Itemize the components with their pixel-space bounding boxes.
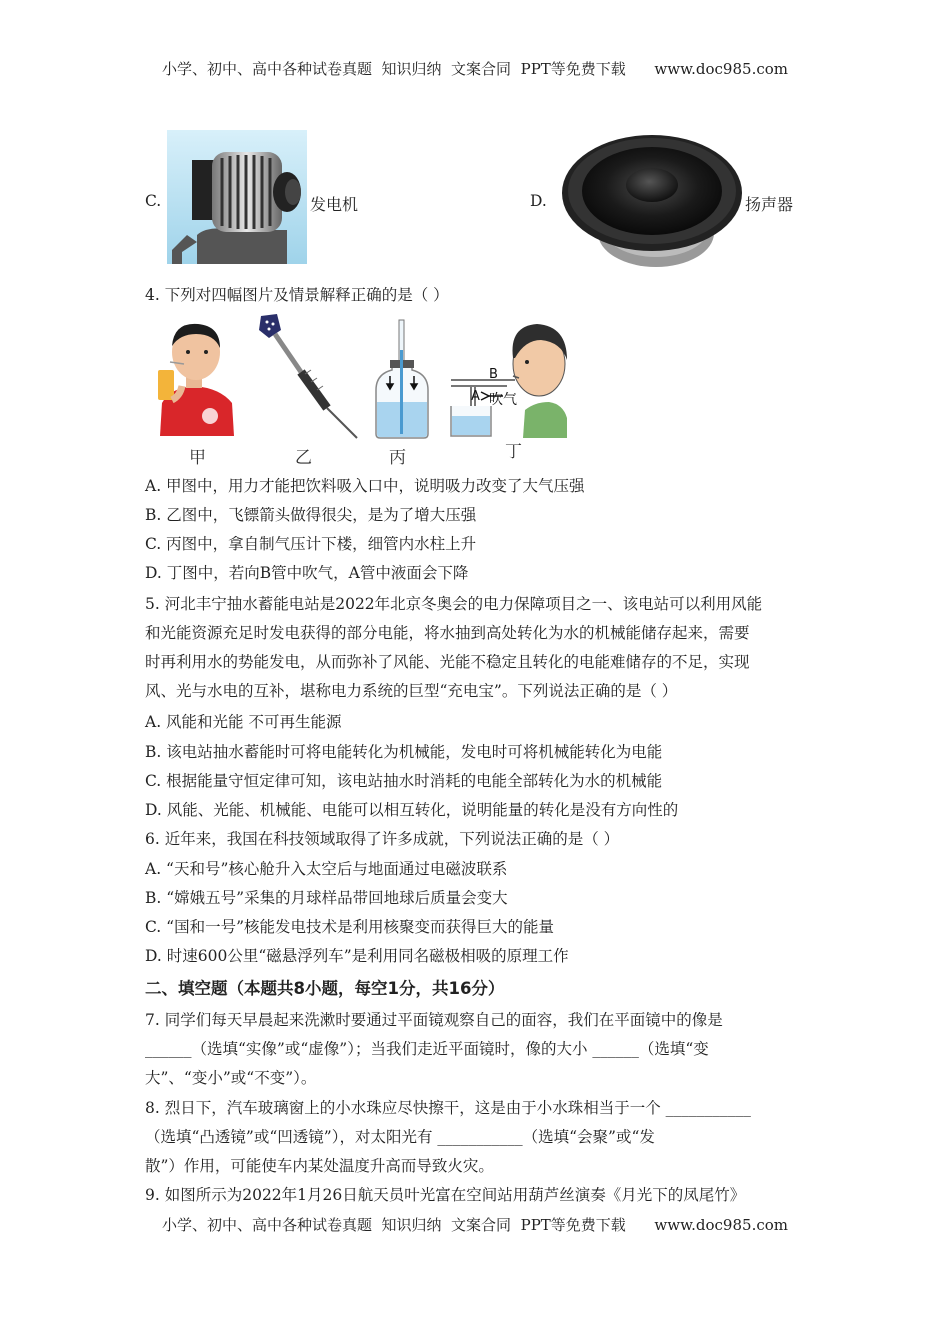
generator-image bbox=[167, 130, 307, 264]
speaker-image bbox=[560, 133, 742, 268]
q5-line-4: 风、光与水电的互补，堪称电力系统的巨型“充电宝”。下列说法正确的是（ ） bbox=[145, 682, 678, 700]
boy-drinking-figure bbox=[150, 318, 238, 436]
tube-a-label: A bbox=[471, 389, 480, 404]
q6-stem: 6. 近年来，我国在科技领域取得了许多成就，下列说法正确的是（ ） bbox=[145, 830, 620, 848]
caption-ding: 丁 bbox=[505, 442, 522, 462]
q5-line-3: 时再利用水的势能发电，从而弥补了风能、光能不稳定且转化的电能难储存的不足，实现 bbox=[145, 653, 750, 671]
blow-label: 吹气 bbox=[489, 392, 517, 408]
q4-option-b: B. 乙图中，飞镖箭头做得很尖，是为了增大压强 bbox=[145, 506, 477, 524]
q5-line-2: 和光能资源充足时发电获得的部分电能，将水抽到高处转化为水的机械能储存起来，需要 bbox=[145, 624, 750, 642]
q7-line-2: ______（选填“实像”或“虚像”）；当我们走近平面镜时，像的大小 ______（选填“变 bbox=[145, 1040, 709, 1058]
section-fill-in-title: 二、填空题（本题共8小题，每空1分，共16分） bbox=[145, 979, 505, 998]
page-footer: 小学、初中、高中各种试卷真题 知识归纳 文案合同 PPT等免费下载 www.doc985.com bbox=[161, 1216, 788, 1234]
q4-option-c: C. 丙图中，拿自制气压计下楼，细管内水柱上升 bbox=[145, 535, 477, 553]
q7-line-1: 7. 同学们每天早晨起来洗漱时要通过平面镜观察自己的面容，我们在平面镜中的像是 bbox=[145, 1011, 723, 1029]
q8-line-2: （选填“凸透镜”或“凹透镜”），对太阳光有 ___________（选填“会聚”或“发 bbox=[145, 1128, 655, 1146]
q4-option-a: A. 甲图中，用力才能把饮料吸入口中，说明吸力改变了大气压强 bbox=[145, 477, 585, 495]
q6-option-b: B. “嫦娥五号”采集的月球样品带回地球后质量会变大 bbox=[145, 889, 508, 907]
option-d-letter: D. bbox=[530, 192, 547, 210]
q5-option-d: D. 风能、光能、机械能、电能可以相互转化，说明能量的转化是没有方向性的 bbox=[145, 801, 679, 819]
q9-line-1: 9. 如图所示为2022年1月26日航天员叶光富在空间站用葫芦丝演奏《月光下的凤尾竹》 bbox=[145, 1186, 746, 1204]
q5-option-b: B. 该电站抽水蓄能时可将电能转化为机械能，发电时可将机械能转化为电能 bbox=[145, 743, 663, 761]
q6-option-a: A. “天和号”核心舱升入太空后与地面通过电磁波联系 bbox=[145, 860, 508, 878]
q5-line-1: 5. 河北丰宁抽水蓄能电站是2022年北京冬奥会的电力保障项目之一、该电站可以利用风能 bbox=[145, 595, 763, 613]
page-header: 小学、初中、高中各种试卷真题 知识归纳 文案合同 PPT等免费下载 www.doc985.com bbox=[161, 60, 788, 78]
boy-blowing-figure bbox=[445, 318, 570, 440]
dart-figure bbox=[255, 312, 361, 440]
caption-jia: 甲 bbox=[189, 448, 206, 468]
barometer-bottle-figure bbox=[372, 318, 432, 440]
option-d-label: 扬声器 bbox=[745, 195, 794, 214]
q5-option-c: C. 根据能量守恒定律可知，该电站抽水时消耗的电能全部转化为水的机械能 bbox=[145, 772, 663, 790]
tube-b-label: B bbox=[489, 367, 498, 382]
q4-stem: 4. 下列对四幅图片及情景解释正确的是（ ） bbox=[145, 286, 449, 304]
q7-line-3: 大”、“变小”或“不变”）。 bbox=[145, 1069, 317, 1087]
q6-option-c: C. “国和一号”核能发电技术是利用核聚变而获得巨大的能量 bbox=[145, 918, 555, 936]
q6-option-d: D. 时速600公里“磁悬浮列车”是利用同名磁极相吸的原理工作 bbox=[145, 947, 569, 965]
option-c-label: 发电机 bbox=[310, 195, 359, 214]
q5-option-a: A. 风能和光能 不可再生能源 bbox=[145, 713, 342, 731]
caption-yi: 乙 bbox=[295, 448, 312, 468]
option-c-letter: C. bbox=[145, 192, 162, 210]
q8-line-3: 散”）作用，可能使车内某处温度升高而导致火灾。 bbox=[145, 1157, 494, 1175]
q4-option-d: D. 丁图中，若向B管中吹气，A管中液面会下降 bbox=[145, 564, 469, 582]
q8-line-1: 8. 烈日下，汽车玻璃窗上的小水珠应尽快擦干，这是由于小水珠相当于一个 ___________ bbox=[145, 1099, 751, 1117]
caption-bing: 丙 bbox=[389, 448, 406, 468]
